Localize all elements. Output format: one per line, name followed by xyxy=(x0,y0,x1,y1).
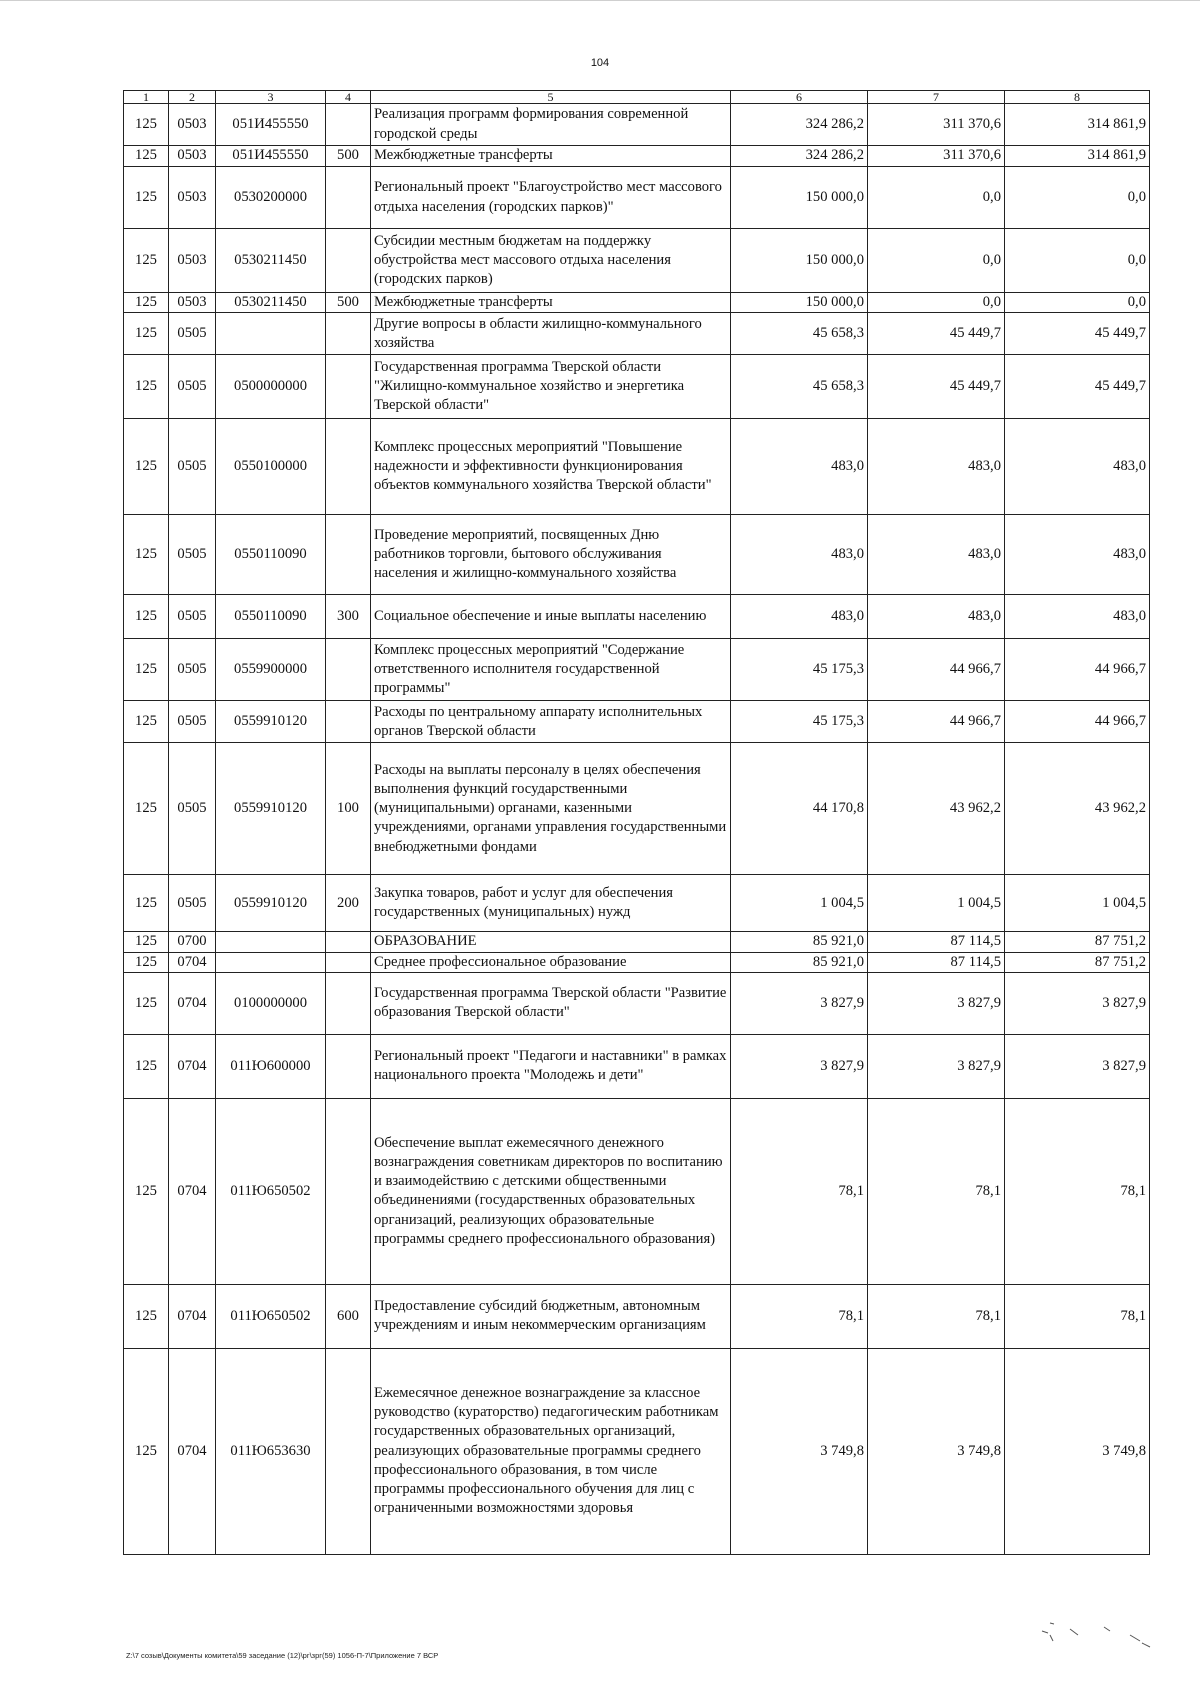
cell-section-code: 0505 xyxy=(169,743,216,875)
cell-description: Комплекс процессных мероприятий "Содержание ответственного исполнителя государственной программы" xyxy=(371,639,731,701)
table-row xyxy=(124,743,1150,875)
cell-amount-year3: 78,1 xyxy=(1005,1284,1150,1348)
cell-admin-code: 125 xyxy=(124,1348,169,1554)
page-number: 104 xyxy=(590,57,610,69)
cell-description: Закупка товаров, работ и услуг для обеспечения государственных (муниципальных) нужд xyxy=(371,875,731,932)
cell-amount-year2: 45 449,7 xyxy=(868,355,1005,419)
cell-description: ОБРАЗОВАНИЕ xyxy=(371,932,731,952)
cell-target-article: 011Ю650502 xyxy=(216,1284,326,1348)
budget-table xyxy=(123,90,1150,1555)
cell-section-code: 0503 xyxy=(169,229,216,293)
cell-amount-year1: 150 000,0 xyxy=(731,167,868,229)
cell-target-article: 011Ю653630 xyxy=(216,1348,326,1554)
cell-amount-year1: 3 827,9 xyxy=(731,1034,868,1098)
cell-amount-year2: 3 827,9 xyxy=(868,972,1005,1034)
cell-amount-year3: 45 449,7 xyxy=(1005,355,1150,419)
cell-section-code: 0505 xyxy=(169,701,216,743)
table-row xyxy=(124,355,1150,419)
cell-section-code: 0704 xyxy=(169,1348,216,1554)
table-row xyxy=(124,419,1150,515)
table-row xyxy=(124,701,1150,743)
cell-amount-year2: 78,1 xyxy=(868,1284,1005,1348)
cell-amount-year1: 45 175,3 xyxy=(731,639,868,701)
cell-admin-code: 125 xyxy=(124,229,169,293)
cell-description: Обеспечение выплат ежемесячного денежного вознаграждения советникам директоров по воспитанию и взаимодействию с детскими общественными объединениями (государственных образовательных организаций, реализующих образовательные программы среднего профессионального образования) xyxy=(371,1098,731,1284)
cell-target-article: 0500000000 xyxy=(216,355,326,419)
cell-description: Расходы по центральному аппарату исполнительных органов Тверской области xyxy=(371,701,731,743)
cell-section-code: 0704 xyxy=(169,972,216,1034)
cell-admin-code: 125 xyxy=(124,952,169,972)
cell-admin-code: 125 xyxy=(124,595,169,639)
table-row xyxy=(124,1098,1150,1284)
column-header: 7 xyxy=(868,91,1005,104)
cell-admin-code: 125 xyxy=(124,104,169,146)
cell-amount-year1: 324 286,2 xyxy=(731,104,868,146)
cell-admin-code: 125 xyxy=(124,313,169,355)
cell-expense-type xyxy=(326,229,371,293)
cell-target-article: 011Ю650502 xyxy=(216,1098,326,1284)
cell-target-article xyxy=(216,313,326,355)
cell-amount-year2: 483,0 xyxy=(868,595,1005,639)
cell-expense-type xyxy=(326,932,371,952)
cell-section-code: 0503 xyxy=(169,293,216,313)
cell-admin-code: 125 xyxy=(124,1034,169,1098)
cell-admin-code: 125 xyxy=(124,167,169,229)
cell-amount-year3: 3 827,9 xyxy=(1005,1034,1150,1098)
cell-description: Предоставление субсидий бюджетным, автономным учреждениям и иным некоммерческим организациям xyxy=(371,1284,731,1348)
cell-description: Среднее профессиональное образование xyxy=(371,952,731,972)
cell-amount-year1: 483,0 xyxy=(731,515,868,595)
cell-amount-year2: 311 370,6 xyxy=(868,104,1005,146)
cell-target-article: 0530200000 xyxy=(216,167,326,229)
cell-admin-code: 125 xyxy=(124,293,169,313)
cell-amount-year3: 87 751,2 xyxy=(1005,932,1150,952)
table-row xyxy=(124,1284,1150,1348)
cell-admin-code: 125 xyxy=(124,701,169,743)
cell-description: Межбюджетные трансферты xyxy=(371,146,731,167)
cell-amount-year2: 483,0 xyxy=(868,515,1005,595)
cell-expense-type: 600 xyxy=(326,1284,371,1348)
cell-target-article: 051И455550 xyxy=(216,104,326,146)
cell-amount-year2: 1 004,5 xyxy=(868,875,1005,932)
cell-amount-year2: 0,0 xyxy=(868,229,1005,293)
column-header: 1 xyxy=(124,91,169,104)
table-row xyxy=(124,639,1150,701)
cell-description: Расходы на выплаты персоналу в целях обеспечения выполнения функций государственными (муниципальными) органами, казенными учреждениями, органами управления государственными внебюджетными фондами xyxy=(371,743,731,875)
cell-amount-year1: 85 921,0 xyxy=(731,932,868,952)
cell-target-article: 051И455550 xyxy=(216,146,326,167)
cell-expense-type xyxy=(326,1348,371,1554)
cell-expense-type xyxy=(326,952,371,972)
cell-description: Государственная программа Тверской области "Жилищно-коммунальное хозяйство и энергетика Тверской области" xyxy=(371,355,731,419)
column-header: 3 xyxy=(216,91,326,104)
cell-description: Другие вопросы в области жилищно-коммунального хозяйства xyxy=(371,313,731,355)
table-row xyxy=(124,515,1150,595)
cell-amount-year1: 45 658,3 xyxy=(731,355,868,419)
cell-expense-type: 100 xyxy=(326,743,371,875)
cell-section-code: 0505 xyxy=(169,419,216,515)
cell-section-code: 0505 xyxy=(169,875,216,932)
cell-section-code: 0704 xyxy=(169,1284,216,1348)
cell-target-article xyxy=(216,952,326,972)
cell-section-code: 0704 xyxy=(169,1098,216,1284)
cell-expense-type xyxy=(326,167,371,229)
column-number-row xyxy=(124,91,1150,104)
cell-description: Государственная программа Тверской области "Развитие образования Тверской области" xyxy=(371,972,731,1034)
cell-amount-year3: 314 861,9 xyxy=(1005,104,1150,146)
cell-amount-year3: 87 751,2 xyxy=(1005,952,1150,972)
cell-section-code: 0700 xyxy=(169,932,216,952)
cell-amount-year1: 150 000,0 xyxy=(731,293,868,313)
cell-description: Комплекс процессных мероприятий "Повышение надежности и эффективности функционирования объектов коммунального хозяйства Тверской области" xyxy=(371,419,731,515)
cell-amount-year1: 483,0 xyxy=(731,595,868,639)
scan-artifact-marks xyxy=(1030,1615,1160,1665)
file-path-footer: Z:\7 созыв\Документы комитета\59 заседание (12)\рг\зрг(59) 1056-П-7\Приложение 7 ВСР xyxy=(126,1651,439,1660)
cell-section-code: 0704 xyxy=(169,1034,216,1098)
column-header: 2 xyxy=(169,91,216,104)
cell-admin-code: 125 xyxy=(124,1284,169,1348)
cell-section-code: 0505 xyxy=(169,639,216,701)
cell-amount-year3: 314 861,9 xyxy=(1005,146,1150,167)
table-row xyxy=(124,595,1150,639)
cell-target-article: 0550110090 xyxy=(216,515,326,595)
cell-section-code: 0505 xyxy=(169,515,216,595)
cell-amount-year3: 43 962,2 xyxy=(1005,743,1150,875)
cell-target-article xyxy=(216,932,326,952)
cell-amount-year2: 483,0 xyxy=(868,419,1005,515)
cell-admin-code: 125 xyxy=(124,146,169,167)
cell-description: Региональный проект "Благоустройство мест массового отдыха населения (городских парков)" xyxy=(371,167,731,229)
cell-amount-year1: 45 658,3 xyxy=(731,313,868,355)
cell-expense-type: 200 xyxy=(326,875,371,932)
cell-amount-year1: 45 175,3 xyxy=(731,701,868,743)
table-row xyxy=(124,1034,1150,1098)
cell-admin-code: 125 xyxy=(124,639,169,701)
cell-expense-type xyxy=(326,1034,371,1098)
cell-description: Социальное обеспечение и иные выплаты населению xyxy=(371,595,731,639)
cell-amount-year3: 0,0 xyxy=(1005,167,1150,229)
cell-amount-year1: 3 749,8 xyxy=(731,1348,868,1554)
cell-target-article: 0530211450 xyxy=(216,229,326,293)
cell-target-article: 0559910120 xyxy=(216,701,326,743)
cell-amount-year3: 0,0 xyxy=(1005,229,1150,293)
cell-section-code: 0505 xyxy=(169,355,216,419)
cell-target-article: 0559910120 xyxy=(216,743,326,875)
cell-section-code: 0704 xyxy=(169,952,216,972)
column-header: 6 xyxy=(731,91,868,104)
cell-admin-code: 125 xyxy=(124,972,169,1034)
cell-amount-year1: 78,1 xyxy=(731,1098,868,1284)
column-header: 5 xyxy=(371,91,731,104)
cell-amount-year2: 311 370,6 xyxy=(868,146,1005,167)
cell-expense-type xyxy=(326,701,371,743)
cell-amount-year1: 78,1 xyxy=(731,1284,868,1348)
table-row xyxy=(124,146,1150,167)
cell-amount-year2: 3 749,8 xyxy=(868,1348,1005,1554)
table-row xyxy=(124,293,1150,313)
cell-amount-year3: 3 827,9 xyxy=(1005,972,1150,1034)
cell-expense-type xyxy=(326,515,371,595)
cell-admin-code: 125 xyxy=(124,1098,169,1284)
table-row xyxy=(124,167,1150,229)
cell-amount-year1: 324 286,2 xyxy=(731,146,868,167)
cell-amount-year2: 87 114,5 xyxy=(868,952,1005,972)
column-header: 8 xyxy=(1005,91,1150,104)
cell-section-code: 0503 xyxy=(169,167,216,229)
cell-target-article: 0550100000 xyxy=(216,419,326,515)
cell-target-article: 0559910120 xyxy=(216,875,326,932)
cell-expense-type xyxy=(326,104,371,146)
cell-expense-type xyxy=(326,355,371,419)
cell-description: Субсидии местным бюджетам на поддержку обустройства мест массового отдыха населения (городских парков) xyxy=(371,229,731,293)
cell-description: Ежемесячное денежное вознаграждение за классное руководство (кураторство) педагогическим работникам государственных образовательных организаций, реализующих образовательные программы среднего профессионального образования, в том числе программы профессионального обучения для лиц с ограниченными возможностями здоровья xyxy=(371,1348,731,1554)
table-row xyxy=(124,952,1150,972)
table-row xyxy=(124,932,1150,952)
table-row xyxy=(124,875,1150,932)
cell-amount-year2: 0,0 xyxy=(868,293,1005,313)
cell-amount-year2: 44 966,7 xyxy=(868,639,1005,701)
cell-amount-year2: 44 966,7 xyxy=(868,701,1005,743)
cell-amount-year1: 44 170,8 xyxy=(731,743,868,875)
cell-amount-year2: 78,1 xyxy=(868,1098,1005,1284)
cell-description: Реализация программ формирования современной городской среды xyxy=(371,104,731,146)
cell-amount-year2: 0,0 xyxy=(868,167,1005,229)
cell-admin-code: 125 xyxy=(124,743,169,875)
cell-admin-code: 125 xyxy=(124,515,169,595)
cell-amount-year1: 85 921,0 xyxy=(731,952,868,972)
cell-expense-type xyxy=(326,639,371,701)
cell-section-code: 0503 xyxy=(169,146,216,167)
cell-amount-year1: 150 000,0 xyxy=(731,229,868,293)
table-row xyxy=(124,229,1150,293)
table-row xyxy=(124,1348,1150,1554)
cell-target-article: 0530211450 xyxy=(216,293,326,313)
cell-amount-year2: 87 114,5 xyxy=(868,932,1005,952)
cell-amount-year3: 483,0 xyxy=(1005,419,1150,515)
cell-admin-code: 125 xyxy=(124,419,169,515)
column-header: 4 xyxy=(326,91,371,104)
cell-description: Региональный проект "Педагоги и наставники" в рамках национального проекта "Молодежь и дети" xyxy=(371,1034,731,1098)
cell-amount-year3: 483,0 xyxy=(1005,515,1150,595)
cell-amount-year2: 45 449,7 xyxy=(868,313,1005,355)
cell-target-article: 011Ю600000 xyxy=(216,1034,326,1098)
cell-amount-year1: 3 827,9 xyxy=(731,972,868,1034)
cell-amount-year3: 3 749,8 xyxy=(1005,1348,1150,1554)
cell-amount-year3: 45 449,7 xyxy=(1005,313,1150,355)
cell-amount-year3: 1 004,5 xyxy=(1005,875,1150,932)
cell-amount-year3: 483,0 xyxy=(1005,595,1150,639)
cell-admin-code: 125 xyxy=(124,875,169,932)
cell-description: Проведение мероприятий, посвященных Дню работников торговли, бытового обслуживания населения и жилищно-коммунального хозяйства xyxy=(371,515,731,595)
cell-amount-year1: 483,0 xyxy=(731,419,868,515)
table-row xyxy=(124,313,1150,355)
cell-expense-type xyxy=(326,972,371,1034)
cell-amount-year3: 0,0 xyxy=(1005,293,1150,313)
cell-expense-type: 300 xyxy=(326,595,371,639)
cell-expense-type: 500 xyxy=(326,293,371,313)
cell-expense-type: 500 xyxy=(326,146,371,167)
cell-amount-year2: 3 827,9 xyxy=(868,1034,1005,1098)
cell-amount-year1: 1 004,5 xyxy=(731,875,868,932)
cell-target-article: 0559900000 xyxy=(216,639,326,701)
cell-section-code: 0503 xyxy=(169,104,216,146)
scan-top-edge xyxy=(0,0,1200,5)
cell-amount-year3: 44 966,7 xyxy=(1005,701,1150,743)
cell-target-article: 0100000000 xyxy=(216,972,326,1034)
budget-table-body xyxy=(124,104,1150,1555)
cell-target-article: 0550110090 xyxy=(216,595,326,639)
cell-section-code: 0505 xyxy=(169,595,216,639)
cell-admin-code: 125 xyxy=(124,932,169,952)
cell-admin-code: 125 xyxy=(124,355,169,419)
cell-expense-type xyxy=(326,1098,371,1284)
cell-section-code: 0505 xyxy=(169,313,216,355)
cell-amount-year3: 44 966,7 xyxy=(1005,639,1150,701)
table-row xyxy=(124,972,1150,1034)
cell-expense-type xyxy=(326,419,371,515)
cell-expense-type xyxy=(326,313,371,355)
cell-description: Межбюджетные трансферты xyxy=(371,293,731,313)
table-row xyxy=(124,104,1150,146)
cell-amount-year3: 78,1 xyxy=(1005,1098,1150,1284)
cell-amount-year2: 43 962,2 xyxy=(868,743,1005,875)
